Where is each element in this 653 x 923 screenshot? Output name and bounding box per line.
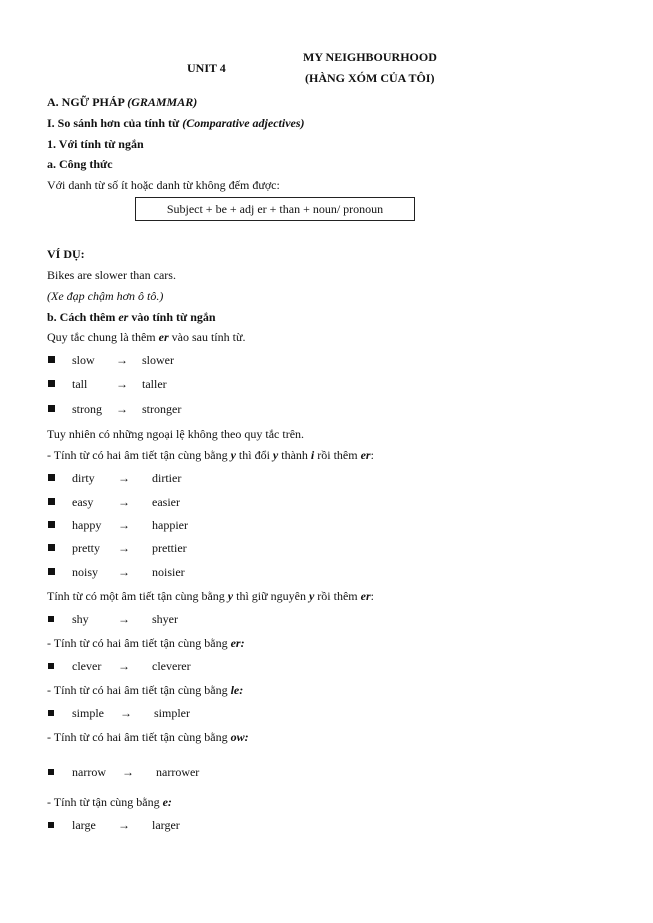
section-a-label-en: (GRAMMAR) bbox=[127, 95, 198, 109]
list-item-base: simple bbox=[72, 706, 104, 720]
list-item-comp: happier bbox=[152, 518, 188, 532]
rule-y2-text-2: thì đổi bbox=[238, 448, 270, 462]
rule-y2-text-1: - Tính từ có hai âm tiết tận cùng bằng bbox=[47, 448, 228, 462]
section-a-label: A. NGỮ PHÁP bbox=[47, 95, 125, 109]
rule-er-em: er: bbox=[230, 636, 245, 650]
list-item-comp: narrower bbox=[156, 765, 200, 779]
part-1-label: I. So sánh hơn của tính từ bbox=[47, 116, 180, 130]
bullet-icon bbox=[48, 380, 55, 387]
arrow-icon: → bbox=[118, 659, 130, 673]
subheading-b-prefix: b. Cách thêm bbox=[47, 310, 116, 324]
formula-box: Subject + be + adj er + than + noun/ pronoun bbox=[135, 197, 415, 221]
rule-y2-text-5: : bbox=[370, 448, 374, 462]
list-item-comp: cleverer bbox=[152, 659, 191, 673]
list-item-base: easy bbox=[72, 495, 94, 509]
subheading-a: a. Công thức bbox=[47, 157, 113, 171]
unit-label: UNIT 4 bbox=[187, 61, 226, 75]
bullet-icon bbox=[48, 544, 55, 551]
bullet-icon bbox=[48, 498, 55, 505]
rule-e-em: e: bbox=[162, 795, 172, 809]
rule-ow bbox=[47, 730, 249, 744]
example-translation: (Xe đạp chậm hơn ô tô.) bbox=[47, 289, 164, 303]
list-item-base: noisy bbox=[72, 565, 99, 579]
bullet-icon bbox=[48, 356, 55, 363]
rule-y2-em-y2: y bbox=[272, 448, 279, 462]
arrow-icon: → bbox=[116, 377, 128, 391]
rule-y1 bbox=[47, 589, 374, 603]
rule-le-em: le: bbox=[230, 683, 244, 697]
arrow-icon: → bbox=[118, 612, 130, 626]
page-subtitle: (HÀNG XÓM CỦA TÔI) bbox=[305, 71, 435, 85]
formula-intro: Với danh từ số ít hoặc danh từ không đếm được: bbox=[47, 178, 280, 192]
part-1-label-en: (Comparative adjectives) bbox=[182, 116, 305, 130]
page-title: MY NEIGHBOURHOOD bbox=[303, 50, 437, 64]
rule-y1-text-1: Tính từ có một âm tiết tận cùng bằng bbox=[47, 589, 225, 603]
bullet-icon bbox=[48, 405, 55, 412]
rule-y1-em-y2: y bbox=[308, 589, 315, 603]
subheading-b bbox=[47, 310, 216, 324]
rule-y1-em-y1: y bbox=[227, 589, 234, 603]
list-item-base: slow bbox=[72, 353, 95, 367]
list-item-base: happy bbox=[72, 518, 102, 532]
bullet-icon bbox=[48, 568, 55, 575]
arrow-icon: → bbox=[122, 765, 134, 779]
list-item-base: narrow bbox=[72, 765, 106, 779]
example-label: VÍ DỤ: bbox=[47, 247, 85, 261]
bullet-icon bbox=[48, 710, 54, 716]
rule-general-prefix: Quy tắc chung là thêm bbox=[47, 330, 156, 344]
subheading-1: 1. Với tính từ ngắn bbox=[47, 137, 144, 151]
rule-e-prefix: - Tính từ tận cùng bằng bbox=[47, 795, 160, 809]
arrow-icon: → bbox=[118, 495, 130, 509]
rule-y2-text-3: thành bbox=[281, 448, 308, 462]
list-item-base: clever bbox=[72, 659, 102, 673]
rule-general-suffix: vào sau tính từ. bbox=[171, 330, 246, 344]
list-item-base: pretty bbox=[72, 541, 100, 555]
rule-general bbox=[47, 330, 245, 344]
rule-le-prefix: - Tính từ có hai âm tiết tận cùng bằng bbox=[47, 683, 228, 697]
rule-y2-em-er: er bbox=[360, 448, 371, 462]
arrow-icon: → bbox=[116, 402, 128, 416]
bullet-icon bbox=[48, 521, 55, 528]
list-item-comp: stronger bbox=[142, 402, 182, 416]
rule-y1-text-4: : bbox=[370, 589, 374, 603]
list-item-base: dirty bbox=[72, 471, 95, 485]
rule-y1-text-2: thì giữ nguyên bbox=[236, 589, 306, 603]
list-item-comp: taller bbox=[142, 377, 167, 391]
bullet-icon bbox=[48, 769, 54, 775]
bullet-icon bbox=[48, 616, 54, 622]
arrow-icon: → bbox=[120, 706, 132, 720]
rule-ow-em: ow: bbox=[230, 730, 249, 744]
bullet-icon bbox=[48, 474, 55, 481]
rule-y1-em-er: er bbox=[360, 589, 371, 603]
section-a-heading bbox=[47, 95, 197, 109]
bullet-icon bbox=[48, 663, 54, 669]
rule-er-prefix: - Tính từ có hai âm tiết tận cùng bằng bbox=[47, 636, 228, 650]
subheading-b-suffix: vào tính từ ngắn bbox=[131, 310, 216, 324]
subheading-b-em: er bbox=[118, 310, 129, 324]
rule-le bbox=[47, 683, 243, 697]
rule-y2-em-y1: y bbox=[230, 448, 236, 462]
list-item-comp: slower bbox=[142, 353, 174, 367]
arrow-icon: → bbox=[118, 818, 130, 832]
rule-e bbox=[47, 795, 172, 809]
rule-y1-text-3: rồi thêm bbox=[317, 589, 358, 603]
list-item-comp: prettier bbox=[152, 541, 187, 555]
list-item-comp: noisier bbox=[152, 565, 185, 579]
list-item-comp: easier bbox=[152, 495, 180, 509]
list-item-base: large bbox=[72, 818, 96, 832]
list-item-comp: larger bbox=[152, 818, 180, 832]
list-item-base: tall bbox=[72, 377, 88, 391]
rule-y2-text-4: rồi thêm bbox=[317, 448, 358, 462]
exceptions-intro: Tuy nhiên có những ngoại lệ không theo quy tắc trên. bbox=[47, 427, 305, 441]
arrow-icon: → bbox=[118, 518, 130, 532]
list-item-base: shy bbox=[72, 612, 89, 626]
arrow-icon: → bbox=[118, 565, 130, 579]
part-1-heading bbox=[47, 116, 305, 130]
bullet-icon bbox=[48, 822, 54, 828]
arrow-icon: → bbox=[116, 353, 128, 367]
list-item-comp: simpler bbox=[154, 706, 190, 720]
arrow-icon: → bbox=[118, 541, 130, 555]
list-item-comp: shyer bbox=[152, 612, 178, 626]
list-item-comp: dirtier bbox=[152, 471, 182, 485]
example-sentence: Bikes are slower than cars. bbox=[47, 268, 176, 282]
rule-y2 bbox=[47, 448, 374, 462]
arrow-icon: → bbox=[118, 471, 130, 485]
rule-er bbox=[47, 636, 245, 650]
list-item-base: strong bbox=[72, 402, 102, 416]
rule-y2-em-i: i bbox=[310, 448, 315, 462]
rule-general-em: er bbox=[158, 330, 169, 344]
rule-ow-prefix: - Tính từ có hai âm tiết tận cùng bằng bbox=[47, 730, 228, 744]
